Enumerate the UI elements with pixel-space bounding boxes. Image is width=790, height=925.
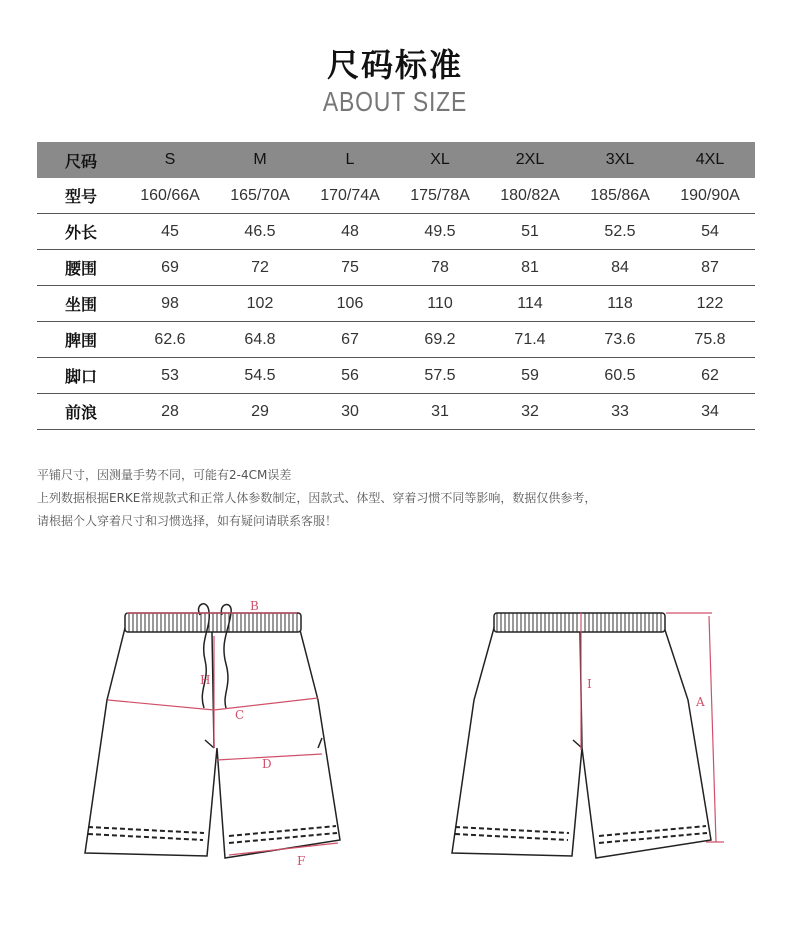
table-cell: 75	[305, 250, 395, 286]
measurement-diagram	[0, 585, 790, 885]
table-cell: 62.6	[125, 322, 215, 358]
table-header-cell: 4XL	[665, 142, 755, 178]
table-header-cell: 3XL	[575, 142, 665, 178]
row-label: 外长	[37, 214, 125, 250]
table-cell: 57.5	[395, 358, 485, 394]
table-cell: 69	[125, 250, 215, 286]
table-row	[37, 286, 755, 322]
table-header-cell: L	[305, 142, 395, 178]
table-header-cell: M	[215, 142, 305, 178]
table-cell: 170/74A	[305, 178, 395, 214]
table-cell: 118	[575, 286, 665, 322]
label-I: I	[587, 677, 592, 691]
row-label: 腰围	[37, 250, 125, 286]
table-cell: 106	[305, 286, 395, 322]
table-row	[37, 394, 755, 430]
table-cell: 33	[575, 394, 665, 430]
table-cell: 53	[125, 358, 215, 394]
table-cell: 110	[395, 286, 485, 322]
table-row	[37, 178, 755, 214]
table-cell: 31	[395, 394, 485, 430]
table-row	[37, 214, 755, 250]
table-cell: 48	[305, 214, 395, 250]
front-waistband	[125, 613, 301, 632]
table-row	[37, 250, 755, 286]
table-header-cell: S	[125, 142, 215, 178]
label-B: B	[250, 599, 259, 613]
table-cell: 62	[665, 358, 755, 394]
measure-line-A	[709, 616, 716, 842]
table-cell: 51	[485, 214, 575, 250]
back-waistband	[494, 613, 665, 632]
label-A: A	[696, 695, 705, 709]
table-cell: 28	[125, 394, 215, 430]
table-cell: 49.5	[395, 214, 485, 250]
table-cell: 72	[215, 250, 305, 286]
table-cell: 60.5	[575, 358, 665, 394]
table-cell: 102	[215, 286, 305, 322]
table-cell: 165/70A	[215, 178, 305, 214]
table-cell: 84	[575, 250, 665, 286]
table-cell: 160/66A	[125, 178, 215, 214]
size-table	[37, 142, 755, 430]
table-cell: 54.5	[215, 358, 305, 394]
table-cell: 73.6	[575, 322, 665, 358]
table-cell: 122	[665, 286, 755, 322]
table-cell: 114	[485, 286, 575, 322]
table-cell: 78	[395, 250, 485, 286]
table-cell: 56	[305, 358, 395, 394]
table-cell: 69.2	[395, 322, 485, 358]
size-notes	[37, 464, 596, 533]
table-header-cell: 2XL	[485, 142, 575, 178]
table-row	[37, 322, 755, 358]
front-shorts-illustration	[85, 604, 340, 858]
row-label: 脾围	[37, 322, 125, 358]
table-cell: 32	[485, 394, 575, 430]
table-cell: 30	[305, 394, 395, 430]
label-H: H	[200, 673, 211, 687]
label-C: C	[235, 708, 245, 722]
table-cell: 52.5	[575, 214, 665, 250]
table-cell: 98	[125, 286, 215, 322]
table-header-row	[37, 142, 755, 178]
table-row	[37, 358, 755, 394]
note-line: 上列数据根据ERKE常规款式和正常人体参数制定，因款式、体型、穿着习惯不同等影响，数据仅供参考，	[37, 491, 597, 505]
table-cell: 185/86A	[575, 178, 665, 214]
table-header-cell: XL	[395, 142, 485, 178]
table-cell: 87	[665, 250, 755, 286]
table-cell: 46.5	[215, 214, 305, 250]
table-cell: 180/82A	[485, 178, 575, 214]
table-cell: 34	[665, 394, 755, 430]
table-cell: 67	[305, 322, 395, 358]
note-line: 平铺尺寸，因测量手势不同，可能有2-4CM误差	[37, 468, 292, 482]
page-subtitle: ABOUT SIZE	[322, 86, 468, 117]
label-D: D	[262, 757, 272, 771]
row-label: 脚口	[37, 358, 125, 394]
table-cell: 59	[485, 358, 575, 394]
table-cell: 175/78A	[395, 178, 485, 214]
table-cell: 54	[665, 214, 755, 250]
table-cell: 71.4	[485, 322, 575, 358]
page-title: 尺码标准	[326, 46, 463, 84]
table-cell: 190/90A	[665, 178, 755, 214]
table-header-cell: 尺码	[37, 142, 125, 178]
row-label: 坐围	[37, 286, 125, 322]
table-cell: 75.8	[665, 322, 755, 358]
table-cell: 81	[485, 250, 575, 286]
table-cell: 64.8	[215, 322, 305, 358]
note-line: 请根据个人穿着尺寸和习惯选择，如有疑问请联系客服！	[37, 514, 338, 528]
row-label: 型号	[37, 178, 125, 214]
label-F: F	[297, 854, 306, 868]
table-cell: 29	[215, 394, 305, 430]
row-label: 前浪	[37, 394, 125, 430]
table-cell: 45	[125, 214, 215, 250]
